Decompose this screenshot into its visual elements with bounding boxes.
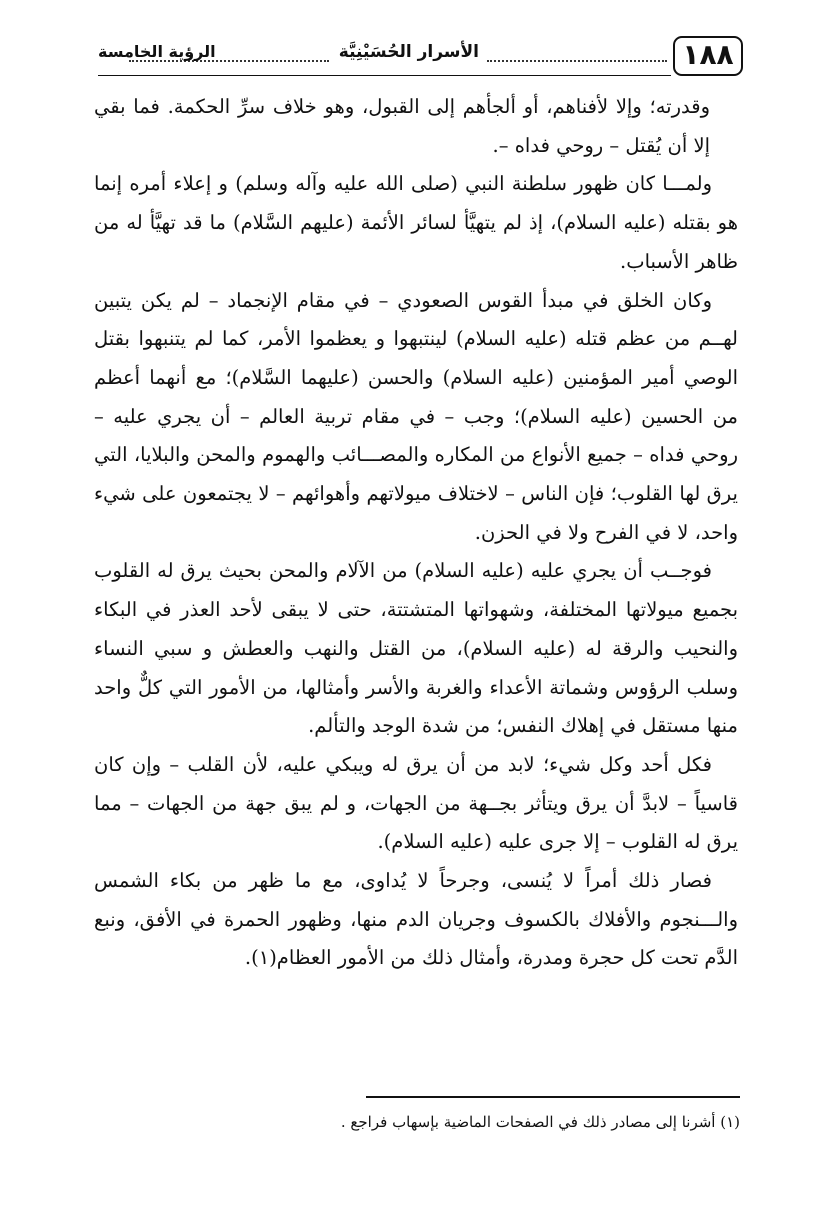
paragraph: فكل أحد وكل شيء؛ لابد من أن يرق له ويبكي عليه، لأن القلب – وإن كان قاسياً – لابدَّ أن يرق ويتأثر بجــهة من الجهات، و لم يبق جهة من الجهات – مما يرق له القلوب – إلا جرى عليه (عليه السلام).	[94, 752, 738, 854]
header-rule	[98, 75, 671, 76]
paragraph: وكان الخلق في مبدأ القوس الصعودي – في مقام الإنجماد – لم يكن يتبين لهــم من عظم قتله (عليه السلام) لينتبهوا و يعظموا الأمر، كما لم يتنبهوا بقتل الوصي أمير المؤمنين (عليه السلام) والحسن (عليهما السَّلام)؛ مع أنهما أعظم من الحسين (عليه السلام)؛ وجب – في مقام تربية العالم – أن يجري عليه –روحي فداه – جميع الأنواع من المكاره والمصـــائب والهموم والمحن والبلايا، التي يرق لها القلوب؛ فإن الناس – لاختلاف ميولاتهم وأهوائهم – لا يجتمعون على شيء واحد، لا في الفرح ولا في الحزن.	[94, 288, 738, 544]
paragraph: فوجــب أن يجري عليه (عليه السلام) من الآلام والمحن بحيث يرق له القلوب بجميع ميولاتها المختلفة، وشهواتها المتشتتة، حتى لا يبقى لأحد العذر في البكاء والنحيب والرقة له (عليه السلام)، من القتل والنهب والعطش و سبي النساء وسلب الرؤوس وشماتة الأعداء والغربة والأسر وأمثالها، من الأمور التي كلٌّ واحد منها مستقل في إهلاك النفس؛ من شدة الوجد والتألم.	[94, 559, 738, 738]
footnote: (١) أشرنا إلى مصادر ذلك في الصفحات الماضية بإسهاب فراجع .	[340, 1113, 740, 1131]
paragraph: فصار ذلك أمراً لا يُنسى، وجرحاً لا يُداوى، مع ما ظهر من بكاء الشمس والـــنجوم والأفلاك بالكسوف وجريان الدم منها، وظهور الحمرة في الأفق، ونبع الدَّم تحت كل حجرة ومدرة، وأمثال ذلك من الأمور العظام(١).	[94, 869, 738, 970]
paragraph: ولمـــا كان ظهور سلطنة النبي (صلى الله عليه وآله وسلم) و إعلاء أمره إنما هو بقتله (عليه السلام)، إذ لم يتهيَّأ لسائر الأئمة (عليهم السَّلام) ما قد تهيَّأ له من ظاهر الأسباب.	[94, 172, 738, 273]
running-header	[98, 36, 743, 80]
chapter-title: الرؤية الخامسة	[98, 42, 216, 61]
header-dotted-leader	[487, 60, 667, 62]
paragraph: وقدرته؛ وإلا لأفناهم، أو ألجأهم إلى القبول، وهو خلاف سرِّ الحكمة. فما بقي إلا أن يُقتل – روحي فداه –.	[94, 95, 710, 157]
footnote-separator	[366, 1096, 740, 1098]
book-title: الأسرار الحُسَيْنِيَّة	[338, 42, 479, 62]
body-text	[94, 88, 738, 978]
page-number: ١٨٨	[673, 36, 743, 76]
